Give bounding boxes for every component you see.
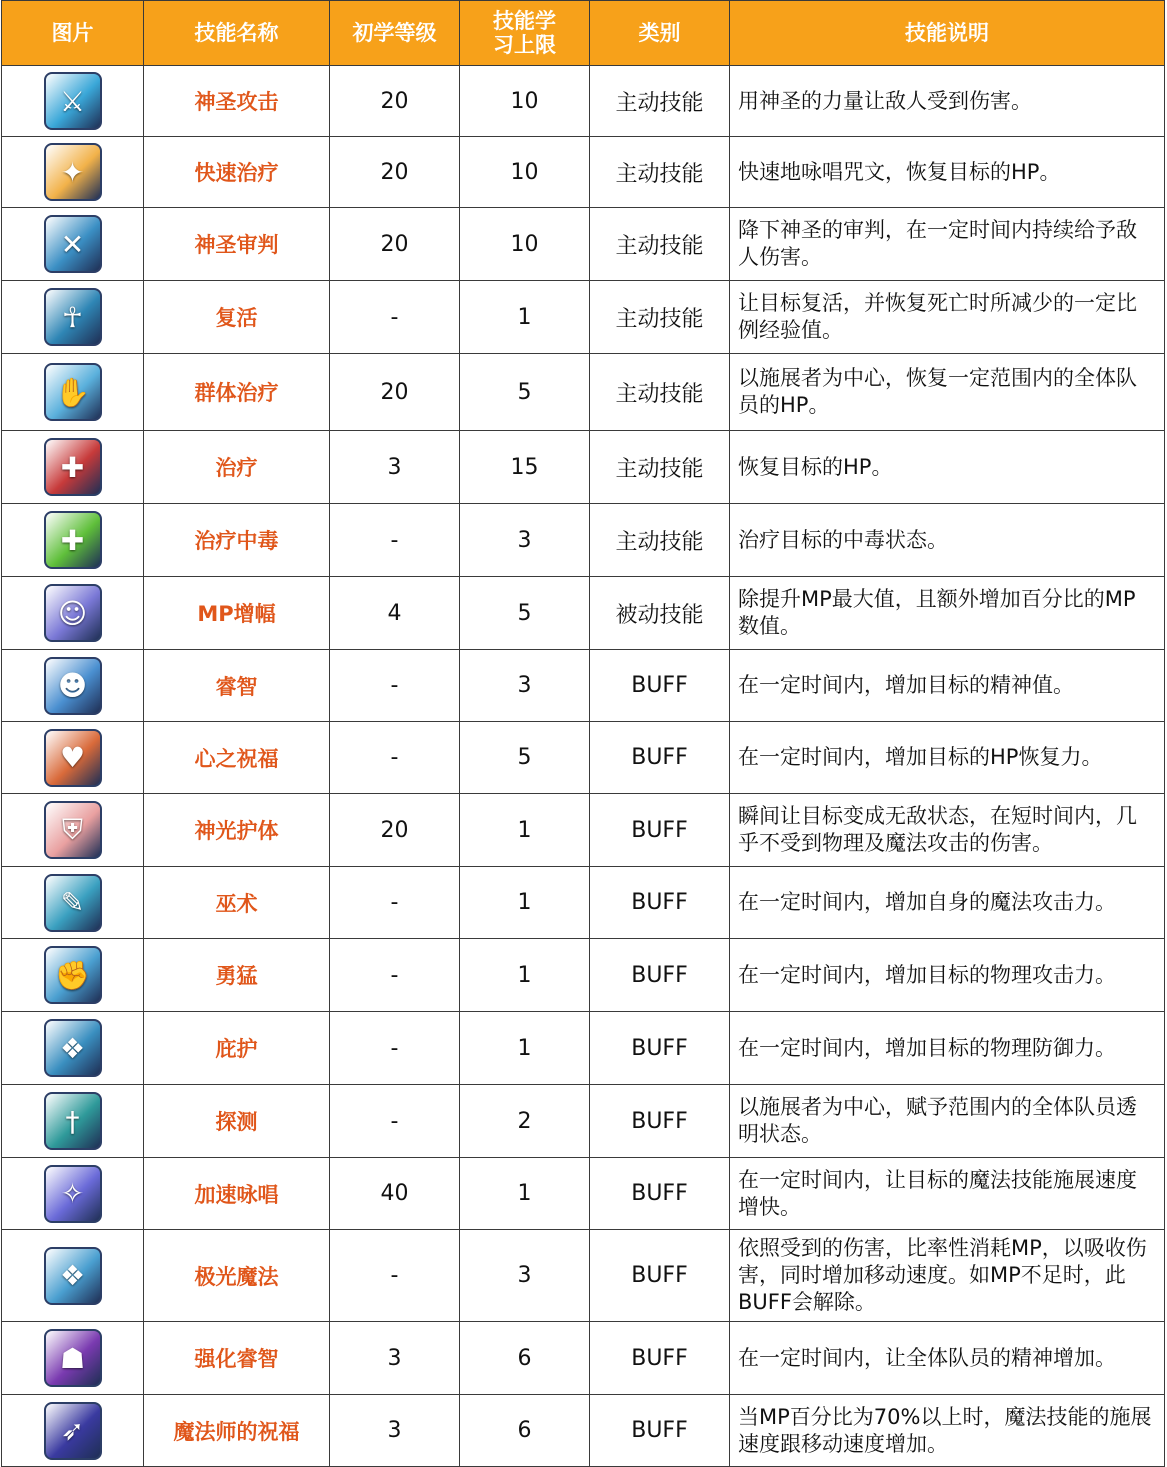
skill-description: 除提升MP最大值，且额外增加百分比的MP数值。 (730, 577, 1165, 650)
table-row (2, 1322, 1165, 1395)
skill-category: 主动技能 (590, 354, 730, 431)
table-row (2, 1085, 1165, 1158)
max-level: 6 (460, 1395, 590, 1467)
start-level: 20 (330, 66, 460, 137)
skill-name: 庇护 (144, 1012, 330, 1085)
start-level: - (330, 1012, 460, 1085)
muscle-body-icon: ☺ (44, 584, 102, 642)
skill-description: 在一定时间内，让全体队员的精神增加。 (730, 1322, 1165, 1395)
skill-description: 当MP百分比为70%以上时，魔法技能的施展速度跟移动速度增加。 (730, 1395, 1165, 1467)
start-level: - (330, 722, 460, 794)
skill-description: 在一定时间内，增加目标的HP恢复力。 (730, 722, 1165, 794)
table-row (2, 1012, 1165, 1085)
skill-name: 神光护体 (144, 794, 330, 867)
start-level: 3 (330, 1395, 460, 1467)
skill-name: 睿智 (144, 650, 330, 722)
max-level: 5 (460, 354, 590, 431)
skill-description: 用神圣的力量让敌人受到伤害。 (730, 66, 1165, 137)
skill-category: BUFF (590, 794, 730, 867)
skill-description: 在一定时间内，增加目标的物理防御力。 (730, 1012, 1165, 1085)
max-level: 15 (460, 431, 590, 504)
skill-category: 主动技能 (590, 208, 730, 281)
table-row (2, 650, 1165, 722)
header-description: 技能说明 (730, 1, 1165, 66)
skill-name: 快速治疗 (144, 137, 330, 208)
start-level: - (330, 939, 460, 1012)
start-level: - (330, 504, 460, 577)
start-level: - (330, 650, 460, 722)
skill-name: 魔法师的祝福 (144, 1395, 330, 1467)
skill-image-cell (2, 650, 144, 722)
skill-name: 治疗 (144, 431, 330, 504)
skill-name: MP增幅 (144, 577, 330, 650)
skills-table (1, 0, 1165, 1467)
header-image: 图片 (2, 1, 144, 66)
skill-name: 极光魔法 (144, 1230, 330, 1322)
max-level: 5 (460, 722, 590, 794)
skill-name: 群体治疗 (144, 354, 330, 431)
skill-image-cell (2, 1395, 144, 1467)
start-level: - (330, 1230, 460, 1322)
skill-description: 依照受到的伤害，比率性消耗MP，以吸收伤害，同时增加移动速度。如MP不足时，此BUFF会解除。 (730, 1230, 1165, 1322)
skill-name: 神圣审判 (144, 208, 330, 281)
skill-image-cell (2, 794, 144, 867)
skill-image-cell (2, 208, 144, 281)
max-level: 10 (460, 137, 590, 208)
start-level: 20 (330, 354, 460, 431)
skill-category: BUFF (590, 939, 730, 1012)
skill-image-cell (2, 722, 144, 794)
magic-staff-icon: ✧ (44, 1165, 102, 1223)
header-category: 类别 (590, 1, 730, 66)
skill-category: 主动技能 (590, 137, 730, 208)
purple-figure-icon: ☗ (44, 1329, 102, 1387)
shield-icon: ⛨ (44, 801, 102, 859)
skill-description: 在一定时间内，增加目标的精神值。 (730, 650, 1165, 722)
skill-category: 主动技能 (590, 281, 730, 354)
start-level: 20 (330, 137, 460, 208)
skill-image-cell (2, 1085, 144, 1158)
skill-category: BUFF (590, 1012, 730, 1085)
table-row (2, 354, 1165, 431)
skill-description: 在一定时间内，让目标的魔法技能施展速度增快。 (730, 1158, 1165, 1230)
max-level: 1 (460, 939, 590, 1012)
start-level: 20 (330, 208, 460, 281)
skill-name: 神圣攻击 (144, 66, 330, 137)
skill-description: 让目标复活，并恢复死亡时所减少的一定比例经验值。 (730, 281, 1165, 354)
table-row (2, 66, 1165, 137)
skill-description: 恢复目标的HP。 (730, 431, 1165, 504)
table-row (2, 504, 1165, 577)
skill-category: 主动技能 (590, 504, 730, 577)
skill-category: BUFF (590, 650, 730, 722)
skill-category: BUFF (590, 722, 730, 794)
max-level: 1 (460, 1012, 590, 1085)
angel-revive-icon: ☥ (44, 288, 102, 346)
header-start-level: 初学等级 (330, 1, 460, 66)
table-row (2, 431, 1165, 504)
max-level: 3 (460, 504, 590, 577)
max-level: 3 (460, 1230, 590, 1322)
table-row (2, 722, 1165, 794)
skill-name: 心之祝福 (144, 722, 330, 794)
start-level: - (330, 867, 460, 939)
skill-image-cell (2, 431, 144, 504)
fist-blade-icon: ✊ (44, 946, 102, 1004)
mage-run-icon: ➶ (44, 1402, 102, 1460)
skill-category: BUFF (590, 1085, 730, 1158)
skill-name: 加速咏唱 (144, 1158, 330, 1230)
wise-face-icon: ☻ (44, 657, 102, 715)
max-level: 1 (460, 794, 590, 867)
skill-image-cell (2, 66, 144, 137)
skill-image-cell (2, 577, 144, 650)
skill-image-cell (2, 137, 144, 208)
max-level: 1 (460, 281, 590, 354)
table-row (2, 208, 1165, 281)
header-max-level: 技能学 习上限 (460, 1, 590, 66)
skill-name: 治疗中毒 (144, 504, 330, 577)
start-level: - (330, 281, 460, 354)
skill-category: 被动技能 (590, 577, 730, 650)
skill-image-cell (2, 867, 144, 939)
skill-category: BUFF (590, 1158, 730, 1230)
skill-image-cell (2, 1012, 144, 1085)
table-row (2, 577, 1165, 650)
table-row (2, 281, 1165, 354)
start-level: 20 (330, 794, 460, 867)
skill-image-cell (2, 1322, 144, 1395)
table-row (2, 1395, 1165, 1467)
glowing-hand-icon: ✋ (44, 363, 102, 421)
skill-name: 复活 (144, 281, 330, 354)
start-level: 3 (330, 431, 460, 504)
skill-description: 以施展者为中心，赋予范围内的全体队员透明状态。 (730, 1085, 1165, 1158)
open-book-icon: ✎ (44, 874, 102, 932)
skill-name: 巫术 (144, 867, 330, 939)
max-level: 1 (460, 1158, 590, 1230)
heart-figure-icon: ♥ (44, 729, 102, 787)
start-level: 40 (330, 1158, 460, 1230)
max-level: 10 (460, 66, 590, 137)
table-row (2, 1158, 1165, 1230)
winged-shield-icon: ❖ (44, 1019, 102, 1077)
skill-category: BUFF (590, 1395, 730, 1467)
header-skill-name: 技能名称 (144, 1, 330, 66)
max-level: 1 (460, 867, 590, 939)
green-cross-staff-icon: ✚ (44, 511, 102, 569)
sword-light-icon: ⚔ (44, 72, 102, 130)
skill-image-cell (2, 1230, 144, 1322)
skill-description: 快速地咏唱咒文，恢复目标的HP。 (730, 137, 1165, 208)
skill-image-cell (2, 354, 144, 431)
skill-image-cell (2, 939, 144, 1012)
sword-hand-icon: † (44, 1092, 102, 1150)
max-level: 2 (460, 1085, 590, 1158)
crossed-blades-icon: ✕ (44, 215, 102, 273)
start-level: 4 (330, 577, 460, 650)
skill-description: 在一定时间内，增加自身的魔法攻击力。 (730, 867, 1165, 939)
max-level: 6 (460, 1322, 590, 1395)
winged-emblem-icon: ❖ (44, 1247, 102, 1305)
skill-name: 勇猛 (144, 939, 330, 1012)
skill-description: 在一定时间内，增加目标的物理攻击力。 (730, 939, 1165, 1012)
header-row (2, 1, 1165, 66)
skill-description: 以施展者为中心，恢复一定范围内的全体队员的HP。 (730, 354, 1165, 431)
table-row (2, 867, 1165, 939)
skill-description: 治疗目标的中毒状态。 (730, 504, 1165, 577)
red-cross-staff-icon: ✚ (44, 438, 102, 496)
max-level: 10 (460, 208, 590, 281)
table-row (2, 137, 1165, 208)
skill-category: 主动技能 (590, 431, 730, 504)
start-level: - (330, 1085, 460, 1158)
skill-name: 强化睿智 (144, 1322, 330, 1395)
skill-description: 降下神圣的审判，在一定时间内持续给予敌人伤害。 (730, 208, 1165, 281)
skill-category: BUFF (590, 1322, 730, 1395)
max-level: 5 (460, 577, 590, 650)
skill-category: 主动技能 (590, 66, 730, 137)
skill-image-cell (2, 504, 144, 577)
skill-name: 探测 (144, 1085, 330, 1158)
skill-description: 瞬间让目标变成无敌状态，在短时间内，几乎不受到物理及魔法攻击的伤害。 (730, 794, 1165, 867)
skill-category: BUFF (590, 1230, 730, 1322)
table-row (2, 794, 1165, 867)
skill-image-cell (2, 281, 144, 354)
skill-image-cell (2, 1158, 144, 1230)
table-row (2, 1230, 1165, 1322)
table-row (2, 939, 1165, 1012)
start-level: 3 (330, 1322, 460, 1395)
skill-category: BUFF (590, 867, 730, 939)
heal-burst-icon: ✦ (44, 143, 102, 201)
max-level: 3 (460, 650, 590, 722)
